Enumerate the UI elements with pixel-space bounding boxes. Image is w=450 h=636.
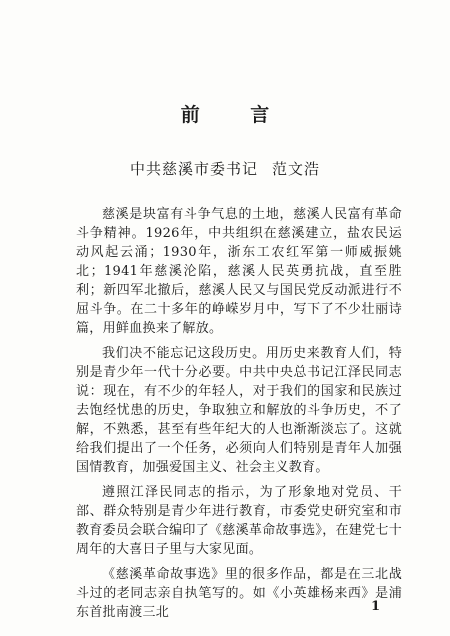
paragraph: 慈溪是块富有斗争气息的土地，慈溪人民富有革命斗争精神。1926年，中共组织在慈溪建立，盐农民运动风起云涌；1930年，浙东工农红军第一师威振姚北；1941年慈溪沦陷，慈溪人民英勇抗战，直至胜利；新四军北撤后，慈溪人民又与国民党反动派进行不屈斗争。在二十多年的峥嵘岁月中，写下了不少壮丽诗篇，用鲜血换来了解放。 [76,207,402,336]
author-byline [0,158,450,179]
author-position: 中共慈溪市委书记 [129,160,258,178]
paragraph: 遵照江泽民同志的指示，为了形象地对党员、干部、群众特别是青少年进行教育，市委党史研究室和市教育委员会联合编印了《慈溪革命故事选》，在建党七十周年的大喜日子里与大家见面。 [76,485,403,557]
author-name: 范文浩 [272,160,321,178]
page-title: 前 言 [180,104,292,126]
paragraph: 《慈溪革命故事选》里的很多作品，都是在三北战斗过的老同志亲自执笔写的。如《小英雄杨来西》是浦东首批南渡三北 [76,567,402,620]
paragraph: 我们决不能忘记这段历史。用历史来教育人们，特别是青少年一代十分必要。中共中央总书记江泽民同志说：现在，有不少的年轻人，对于我们的国家和民族过去饱经忧患的历史，争取独立和解放的斗争历史，不了解，不熟悉，甚至有些年纪大的人也渐渐淡忘了。这就给我们提出了一个任务，必须向人们特别是青年人加强国情教育，加强爱国主义、社会主义教育。 [76,346,402,475]
body-text [76,205,402,622]
page-number: 1 [370,599,380,614]
